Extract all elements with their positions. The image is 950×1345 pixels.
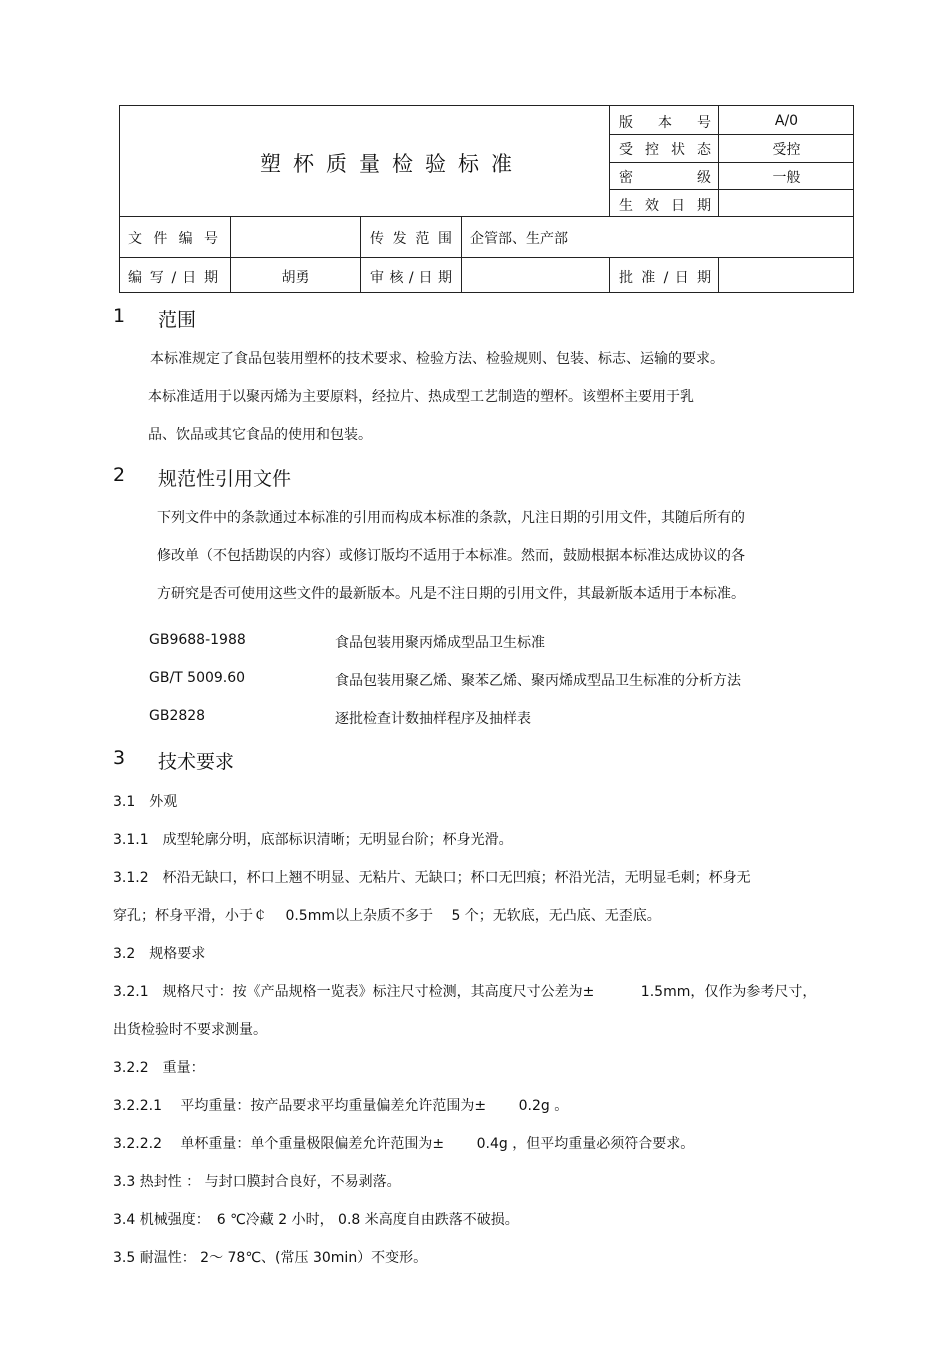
secret-level-value: 一般: [772, 170, 801, 186]
author-date-label: 编 写 / 日 期: [128, 270, 218, 286]
section-number: 3: [113, 747, 126, 769]
clause-3-2-1-cont: 出货检验时不要求测量。: [113, 1022, 267, 1038]
section-title: 范围: [158, 309, 197, 331]
clause-3-1-1: 3.1.1 成型轮廓分明，底部标识清晰；无明显台阶；杯身光滑。: [113, 832, 513, 848]
clause-3-3: 3.3 热封性 ： 与封口膜封合良好，不易剥落。: [113, 1174, 401, 1190]
distribution-value: 企管部、生产部: [470, 231, 568, 247]
clause-3-2-2-2: 3.2.2.2 单杯重量：单个重量极限偏差允许范围为± 0.4g ，但平均重量必须符合要求。: [113, 1136, 695, 1152]
clause-3-1-2: 3.1.2 杯沿无缺口，杯口上翘不明显、无粘片、无缺口；杯口无凹痕；杯沿光洁，无明显毛刺；杯身无: [113, 870, 751, 886]
review-date-label: 审 核 / 日 期: [370, 270, 452, 286]
effective-date-label: 生 效 日 期: [619, 198, 711, 214]
clause-3-4: 3.4 机械强度： 6 ℃冷藏 2 小时， 0.8 米高度自由跌落不破损。: [113, 1212, 519, 1228]
reference-code: GB2828: [149, 708, 206, 724]
distribution-label: 传 发 范 围: [370, 231, 452, 247]
header-table: [119, 105, 854, 293]
section-number: 1: [113, 305, 126, 327]
reference-name: 食品包装用聚乙烯、聚苯乙烯、聚丙烯成型品卫生标准的分析方法: [335, 673, 741, 689]
table-rule: [609, 106, 610, 217]
author-value: 胡勇: [281, 270, 310, 286]
approve-date-label: 批 准 / 日 期: [619, 270, 711, 286]
clause-3-1: 3.1 外观: [113, 794, 178, 810]
control-status-value: 受控: [772, 142, 801, 158]
document-title: 塑杯质量检验标准: [260, 152, 524, 176]
paragraph: 方研究是否可使用这些文件的最新版本。凡是不注日期的引用文件，其最新版本适用于本标准。: [157, 586, 745, 602]
secret-level-label: 密 级: [619, 170, 711, 186]
paragraph: 修改单（不包括勘误的内容）或修订版均不适用于本标准。然而，鼓励根据本标准达成协议的各: [157, 548, 745, 564]
clause-3-5: 3.5 耐温性： 2～ 78℃、(常压 30min）不变形。: [113, 1250, 428, 1266]
clause-3-2: 3.2 规格要求: [113, 946, 206, 962]
version-value: A/0: [774, 113, 799, 129]
section-number: 2: [113, 464, 126, 486]
table-rule: [461, 216, 462, 293]
reference-name: 食品包装用聚丙烯成型品卫生标准: [335, 635, 545, 651]
reference-name: 逐批检查计数抽样程序及抽样表: [335, 711, 531, 727]
table-rule: [609, 189, 854, 190]
table-rule: [609, 162, 854, 163]
section-1-heading: [113, 305, 313, 331]
paragraph: 本标准规定了食品包装用塑杯的技术要求、检验方法、检验规则、包装、标志、运输的要求。: [150, 351, 724, 367]
table-rule: [360, 216, 361, 293]
section-title: 规范性引用文件: [158, 468, 292, 490]
section-title: 技术要求: [158, 751, 235, 773]
version-label: 版 本 号: [619, 115, 711, 131]
control-status-label: 受 控 状 态: [619, 142, 711, 158]
clause-3-2-2: 3.2.2 重量：: [113, 1060, 205, 1076]
doc-number-label: 文 件 编 号: [128, 231, 218, 247]
paragraph: 本标准适用于以聚丙烯为主要原料，经拉片、热成型工艺制造的塑杯。该塑杯主要用于乳: [148, 389, 694, 405]
table-rule: [609, 257, 610, 293]
table-rule: [609, 134, 854, 135]
reference-code: GB9688-1988: [149, 632, 246, 648]
section-2-heading: [113, 464, 413, 490]
clause-3-1-2-cont: 穿孔；杯身平滑，小于￠ 0.5mm以上杂质不多于 5 个；无软底，无凸底、无歪底。: [113, 908, 661, 924]
section-3-heading: [113, 747, 413, 773]
reference-code: GB/T 5009.60: [149, 670, 246, 686]
paragraph: 下列文件中的条款通过本标准的引用而构成本标准的条款，凡注日期的引用文件，其随后所有的: [157, 510, 745, 526]
clause-3-2-1: 3.2.1 规格尺寸：按《产品规格一览表》标注尺寸检测，其高度尺寸公差为± 1.5mm，仅作为参考尺寸，: [113, 984, 817, 1000]
table-rule: [718, 257, 719, 293]
clause-3-2-2-1: 3.2.2.1 平均重量：按产品要求平均重量偏差允许范围为± 0.2g 。: [113, 1098, 569, 1114]
paragraph: 品、饮品或其它食品的使用和包装。: [148, 427, 372, 443]
